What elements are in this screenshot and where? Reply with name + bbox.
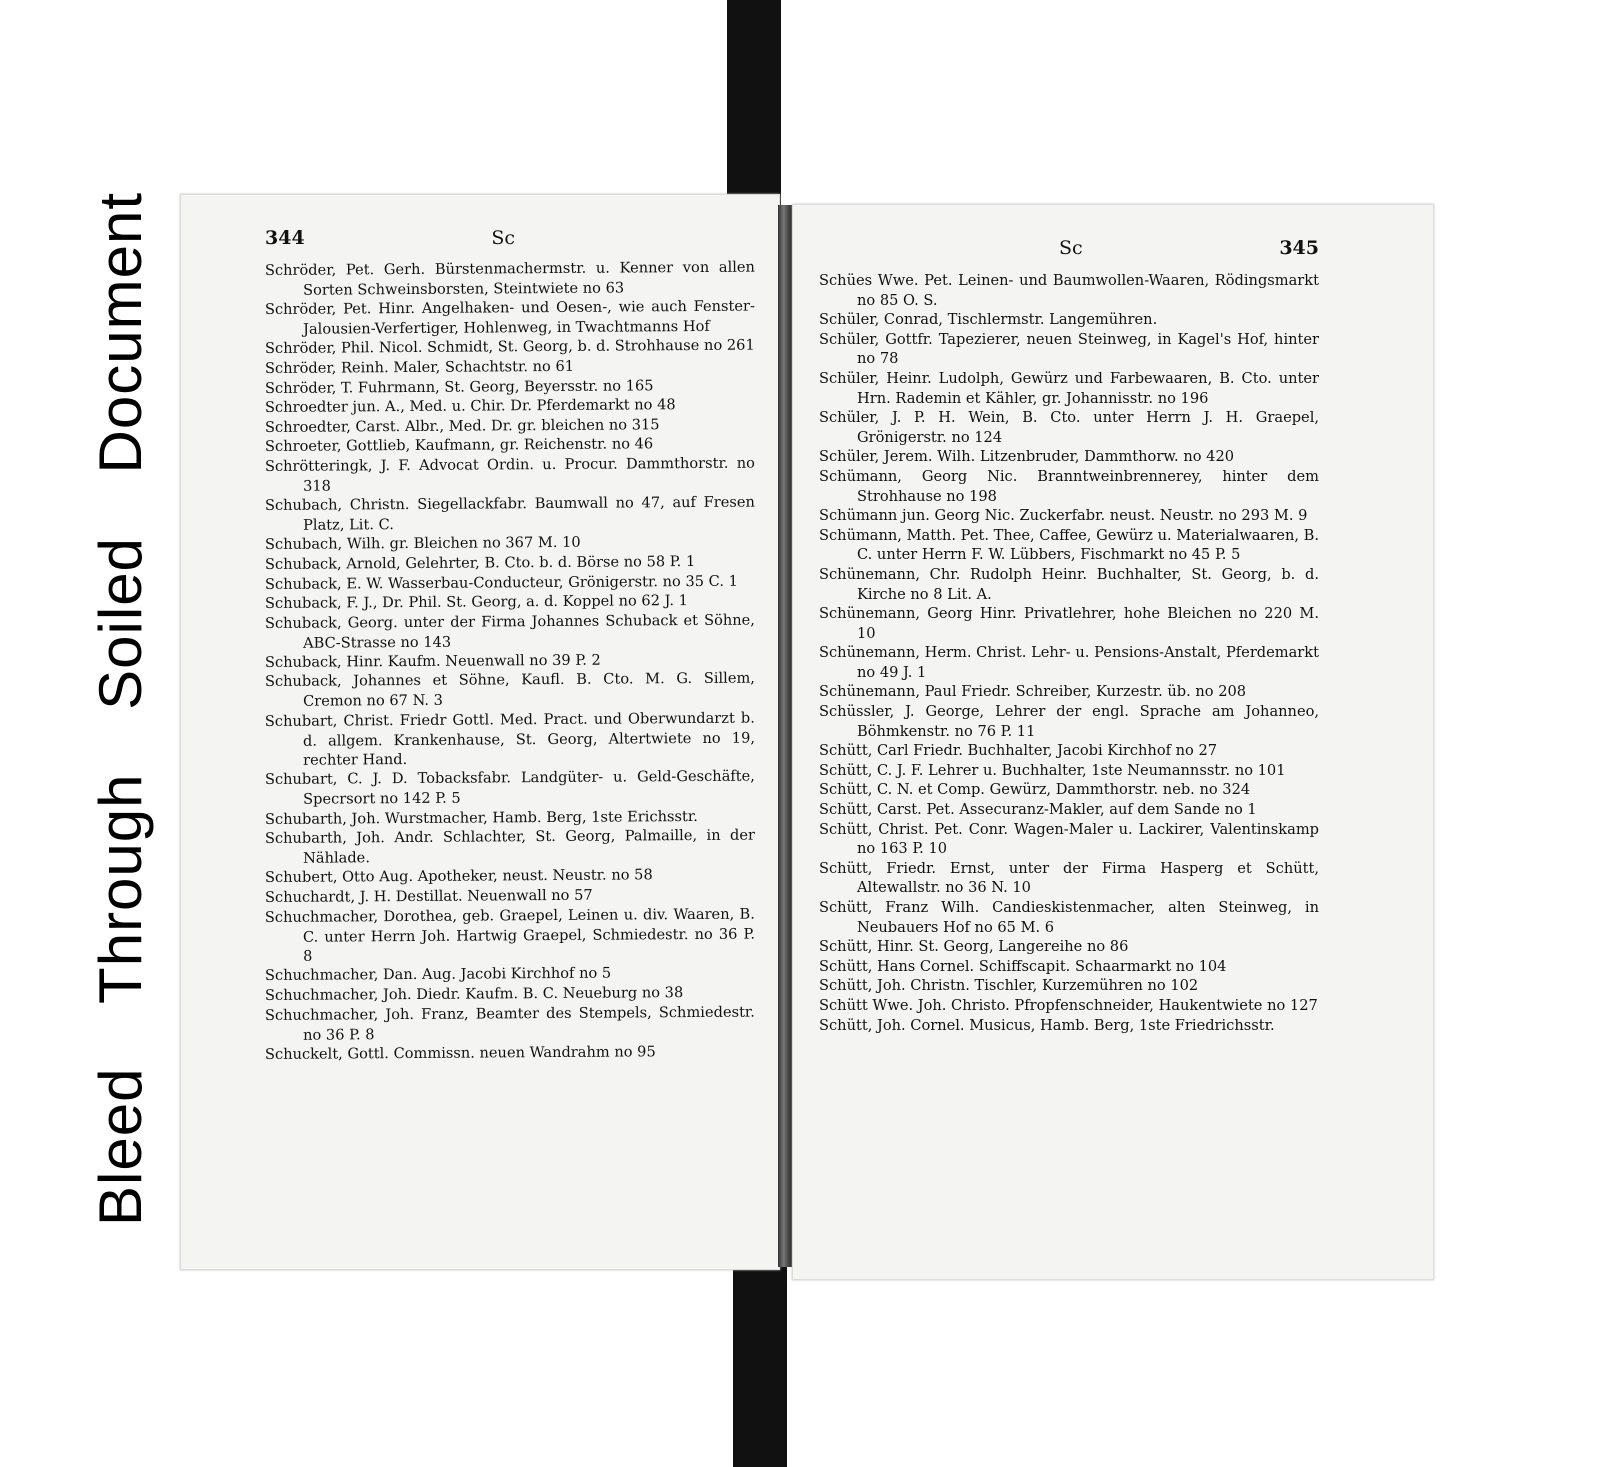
binding-bar-bottom <box>733 1266 787 1467</box>
directory-entry: Schütt, Joh. Christn. Tischler, Kurzemühren no 102 <box>819 977 1199 995</box>
directory-entry: Schüler, Conrad, Tischlermstr. Langemühren. <box>819 311 1158 329</box>
directory-entry: Schroedter jun. A., Med. u. Chir. Dr. Pferdemarkt no 48 <box>264 396 676 417</box>
directory-entry: Schüler, Gottfr. Tapezierer, neuen Steinweg, in Kagel's Hof, hinter no 78 <box>819 330 1319 368</box>
directory-entry: Schuback, Arnold, Gelehrter, B. Cto. b. d. Börse no 58 P. 1 <box>264 552 696 573</box>
directory-entry: Schuckelt, Gottl. Commissn. neuen Wandrahm no 95 <box>264 1043 656 1063</box>
directory-entry: Schümann, Georg Nic. Branntweinbrennerey, hinter dem Strohhause no 198 <box>819 467 1319 505</box>
directory-entry: Schütt, C. J. F. Lehrer u. Buchhalter, 1ste Neumannsstr. no 101 <box>819 761 1286 779</box>
binding-bar-top <box>727 0 781 212</box>
directory-entry: Schütt, Christ. Pet. Conr. Wagen-Maler u. Lackirer, Valentinskamp no 163 P. 10 <box>819 820 1319 858</box>
directory-entry: Schütt, Hinr. St. Georg, Langereihe no 86 <box>819 938 1129 956</box>
directory-entry: Schubach, Christn. Siegellackfabr. Baumwall no 47, auf Fresen Platz, Lit. C. <box>264 493 755 534</box>
directory-entry: Schroeter, Gottlieb, Kaufmann, gr. Reichenstr. no 46 <box>264 435 654 456</box>
right-page-header <box>819 237 1319 263</box>
directory-entry: Schubarth, Joh. Andr. Schlachter, St. Georg, Palmaille, in der Nählade. <box>264 826 755 867</box>
directory-entry: Schuchmacher, Joh. Franz, Beamter des Stempels, Schmiedestr. no 36 P. 8 <box>264 1003 755 1043</box>
directory-entry: Schünemann, Georg Hinr. Privatlehrer, hohe Bleichen no 220 M. 10 <box>819 605 1319 642</box>
directory-entry: Schuback, Johannes et Söhne, Kaufl. B. Cto. M. G. Sillem, Cremon no 67 N. 3 <box>264 670 755 710</box>
book-gutter <box>778 205 792 1267</box>
directory-entry: Schroedter, Carst. Albr., Med. Dr. gr. bleichen no 315 <box>264 415 660 436</box>
left-page-signature: Sc <box>491 227 515 249</box>
directory-entry: Schütt, Hans Cornel. Schiffscapit. Schaarmarkt no 104 <box>819 957 1227 975</box>
directory-entry: Schuback, Georg. unter der Firma Johannes Schuback et Söhne, ABC-Strasse no 143 <box>264 611 755 652</box>
bleed-through-soiled-document-stamp <box>72 182 168 1242</box>
right-page <box>792 204 1434 1280</box>
directory-entry: Schünemann, Chr. Rudolph Heinr. Buchhalter, St. Georg, b. d. Kirche no 8 Lit. A. <box>819 565 1319 603</box>
left-page-header <box>265 227 755 253</box>
directory-entry: Schrötteringk, J. F. Advocat Ordin. u. Procur. Dammthorstr. no 318 <box>264 454 755 495</box>
stamp-word-document: Document <box>86 192 154 474</box>
directory-entry: Schröder, T. Fuhrmann, St. Georg, Beyersstr. no 165 <box>264 376 654 397</box>
stamp-word-bleed: Bleed <box>86 1067 154 1226</box>
directory-entry: Schüler, Heinr. Ludolph, Gewürz und Farbewaaren, B. Cto. unter Hrn. Rademin et Kähler, gr. Johannisstr. no 196 <box>819 369 1319 407</box>
right-entries-list <box>819 271 1319 1035</box>
directory-entry: Schünemann, Paul Friedr. Schreiber, Kurzestr. üb. no 208 <box>819 683 1247 701</box>
directory-entry: Schütt Wwe. Joh. Christo. Pfropfenschneider, Haukentwiete no 127 <box>819 996 1318 1014</box>
directory-entry: Schuback, Hinr. Kaufm. Neuenwall no 39 P. 2 <box>264 651 601 671</box>
directory-entry: Schütt, Carst. Pet. Assecuranz-Makler, auf dem Sande no 1 <box>819 801 1257 819</box>
directory-entry: Schuchardt, J. H. Destillat. Neuenwall no 57 <box>264 886 593 906</box>
directory-entry: Schüler, J. P. H. Wein, B. Cto. unter Herrn J. H. Graepel, Grönigerstr. no 124 <box>819 409 1319 446</box>
left-page-number: 344 <box>265 227 305 249</box>
directory-entry: Schuchmacher, Dorothea, geb. Graepel, Leinen u. div. Waaren, B. C. unter Herrn Joh. Hartwig Graepel, Schmiedestr. no 36 P. 8 <box>264 905 756 965</box>
directory-entry: Schües Wwe. Pet. Leinen- und Baumwollen-Waaren, Rödingsmarkt no 85 O. S. <box>819 272 1319 309</box>
directory-entry: Schuback, E. W. Wasserbau-Conducteur, Grönigerstr. no 35 C. 1 <box>264 572 738 593</box>
directory-entry: Schütt, C. N. et Comp. Gewürz, Dammthorstr. neb. no 324 <box>819 781 1251 799</box>
stamp-word-soiled: Soiled <box>86 537 154 710</box>
directory-entry: Schüler, Jerem. Wilh. Litzenbruder, Dammthorw. no 420 <box>819 448 1235 466</box>
directory-entry: Schröder, Pet. Hinr. Angelhaken- und Oesen-, wie auch Fenster-Jalousien-Verfertiger, Hohlenweg, in Twachtmanns Hof <box>264 297 755 338</box>
directory-entry: Schröder, Pet. Gerh. Bürstenmachermstr. u. Kenner von allen Sorten Schweinsborsten, Steintwiete no 63 <box>264 258 755 299</box>
directory-entry: Schümann, Matth. Pet. Thee, Caffee, Gewürz u. Materialwaaren, B. C. unter Herrn F. W. Lübbers, Fischmarkt no 45 P. 5 <box>819 526 1319 564</box>
left-page-column <box>265 227 755 1064</box>
directory-entry: Schütt, Franz Wilh. Candieskistenmacher, alten Steinweg, in Neubauers Hof no 65 M. 6 <box>819 899 1319 936</box>
right-page-signature: Sc <box>1059 237 1083 259</box>
directory-entry: Schubach, Wilh. gr. Bleichen no 367 M. 10 <box>264 534 581 554</box>
directory-entry: Schütt, Friedr. Ernst, unter der Firma Hasperg et Schütt, Altewallstr. no 36 N. 10 <box>819 859 1319 897</box>
directory-entry: Schubarth, Joh. Wurstmacher, Hamb. Berg, 1ste Erichsstr. <box>264 807 698 828</box>
left-page <box>180 194 780 1270</box>
right-page-number: 345 <box>1279 237 1319 259</box>
directory-entry: Schüssler, J. George, Lehrer der engl. Sprache am Johanneo, Böhmkenstr. no 76 P. 11 <box>819 703 1319 740</box>
directory-entry: Schuchmacher, Joh. Diedr. Kaufm. B. C. Neueburg no 38 <box>264 984 684 1004</box>
right-page-column <box>819 237 1319 1035</box>
directory-entry: Schümann jun. Georg Nic. Zuckerfabr. neust. Neustr. no 293 M. 9 <box>819 507 1308 525</box>
directory-entry: Schubert, Otto Aug. Apotheker, neust. Neustr. no 58 <box>264 866 653 887</box>
left-entries-list <box>264 258 756 1064</box>
directory-entry: Schütt, Joh. Cornel. Musicus, Hamb. Berg, 1ste Friedrichsstr. <box>819 1016 1275 1034</box>
directory-entry: Schuchmacher, Dan. Aug. Jacobi Kirchhof no 5 <box>264 964 612 985</box>
directory-entry: Schuback, F. J., Dr. Phil. St. Georg, a. d. Koppel no 62 J. 1 <box>264 592 688 613</box>
directory-entry: Schubart, C. J. D. Tobacksfabr. Landgüter- u. Geld-Geschäfte, Specrsort no 142 P. 5 <box>264 768 755 808</box>
directory-entry: Schröder, Reinh. Maler, Schachtstr. no 61 <box>264 357 575 377</box>
directory-entry: Schubart, Christ. Friedr Gottl. Med. Pract. und Oberwundarzt b. d. allgem. Krankenhause, St. Georg, Altertwiete no 19, rechter Hand. <box>264 709 756 769</box>
directory-entry: Schröder, Phil. Nicol. Schmidt, St. Georg, b. d. Strohhause no 261 <box>264 336 755 358</box>
stamp-word-through: Through <box>86 773 154 1004</box>
directory-entry: Schünemann, Herm. Christ. Lehr- u. Pensions-Anstalt, Pferdemarkt no 49 J. 1 <box>819 644 1319 681</box>
directory-entry: Schütt, Carl Friedr. Buchhalter, Jacobi Kirchhof no 27 <box>819 742 1218 760</box>
